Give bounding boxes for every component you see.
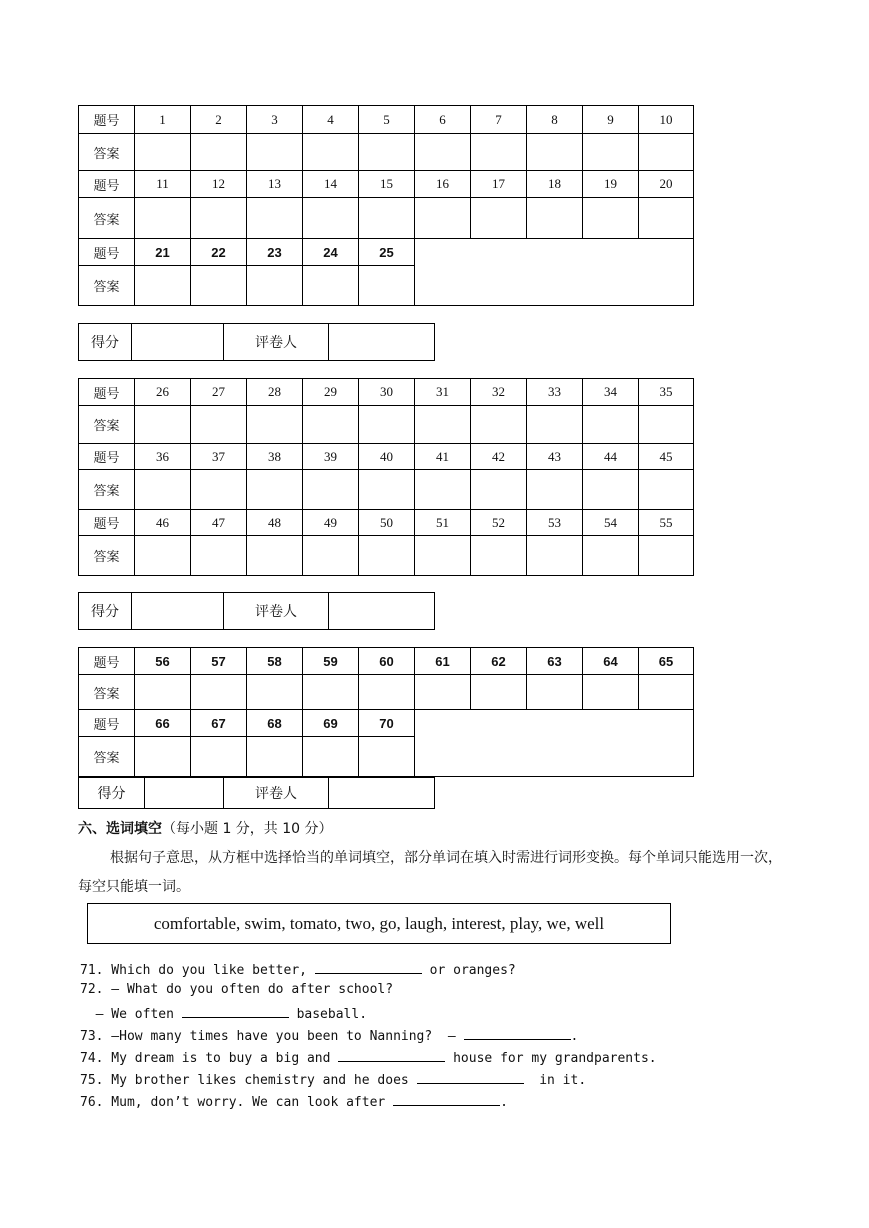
question-number: 28 bbox=[247, 379, 303, 406]
answer-cell[interactable] bbox=[303, 266, 359, 306]
empty-merged-cell bbox=[415, 710, 694, 777]
answer-cell[interactable] bbox=[471, 536, 527, 576]
grader-label: 评卷人 bbox=[224, 778, 329, 809]
question-number: 6 bbox=[415, 106, 471, 134]
question-number: 23 bbox=[247, 239, 303, 266]
score-input[interactable] bbox=[145, 778, 224, 809]
question-73: 73. —How many times have you been to Nanning? — . bbox=[80, 1026, 578, 1044]
question-number: 69 bbox=[303, 710, 359, 737]
question-number: 3 bbox=[247, 106, 303, 134]
answer-label: 答案 bbox=[79, 198, 135, 239]
answer-cell[interactable] bbox=[359, 266, 415, 306]
answer-cell[interactable] bbox=[191, 536, 247, 576]
question-number: 18 bbox=[527, 171, 583, 198]
question-number: 35 bbox=[639, 379, 694, 406]
answer-cell[interactable] bbox=[639, 536, 694, 576]
answer-cell[interactable] bbox=[359, 406, 415, 444]
question-number: 4 bbox=[303, 106, 359, 134]
question-number: 56 bbox=[135, 648, 191, 675]
question-number: 36 bbox=[135, 444, 191, 470]
question-number: 70 bbox=[359, 710, 415, 737]
question-number: 58 bbox=[247, 648, 303, 675]
answer-cell[interactable] bbox=[135, 406, 191, 444]
answer-cell[interactable] bbox=[135, 134, 191, 171]
question-number: 60 bbox=[359, 648, 415, 675]
question-number-label: 题号 bbox=[79, 510, 135, 536]
question-number: 54 bbox=[583, 510, 639, 536]
question-number: 2 bbox=[191, 106, 247, 134]
section-heading: 六、选词填空 bbox=[78, 821, 162, 837]
question-number: 24 bbox=[303, 239, 359, 266]
answer-table-3 bbox=[78, 647, 694, 777]
question-number-label: 题号 bbox=[79, 379, 135, 406]
answer-cell[interactable] bbox=[415, 675, 471, 710]
answer-cell[interactable] bbox=[639, 406, 694, 444]
question-number: 42 bbox=[471, 444, 527, 470]
answer-cell[interactable] bbox=[471, 675, 527, 710]
question-number: 65 bbox=[639, 648, 694, 675]
question-number: 34 bbox=[583, 379, 639, 406]
question-number: 68 bbox=[247, 710, 303, 737]
question-number-label: 题号 bbox=[79, 710, 135, 737]
score-input[interactable] bbox=[132, 593, 224, 630]
question-number-label: 题号 bbox=[79, 648, 135, 675]
question-number-label: 题号 bbox=[79, 106, 135, 134]
answer-cell[interactable] bbox=[639, 470, 694, 510]
question-number: 47 bbox=[191, 510, 247, 536]
grader-input[interactable] bbox=[329, 593, 435, 630]
answer-cell[interactable] bbox=[527, 536, 583, 576]
grader-label: 评卷人 bbox=[224, 593, 329, 630]
answer-cell[interactable] bbox=[359, 470, 415, 510]
answer-blank[interactable] bbox=[315, 960, 422, 974]
answer-cell[interactable] bbox=[527, 675, 583, 710]
answer-cell[interactable] bbox=[415, 198, 471, 239]
question-number: 25 bbox=[359, 239, 415, 266]
answer-cell[interactable] bbox=[583, 198, 639, 239]
answer-cell[interactable] bbox=[303, 675, 359, 710]
question-number: 10 bbox=[639, 106, 694, 134]
question-number: 63 bbox=[527, 648, 583, 675]
score-label: 得分 bbox=[79, 593, 132, 630]
answer-cell[interactable] bbox=[135, 737, 191, 777]
answer-label: 答案 bbox=[79, 675, 135, 710]
answer-label: 答案 bbox=[79, 406, 135, 444]
question-number: 17 bbox=[471, 171, 527, 198]
question-number: 52 bbox=[471, 510, 527, 536]
answer-cell[interactable] bbox=[527, 406, 583, 444]
question-number: 29 bbox=[303, 379, 359, 406]
answer-cell[interactable] bbox=[135, 470, 191, 510]
answer-cell[interactable] bbox=[359, 675, 415, 710]
answer-label: 答案 bbox=[79, 536, 135, 576]
grader-input[interactable] bbox=[329, 324, 435, 361]
question-76: 76. Mum, don’t worry. We can look after . bbox=[80, 1092, 508, 1110]
answer-cell[interactable] bbox=[191, 198, 247, 239]
answer-cell[interactable] bbox=[303, 406, 359, 444]
answer-cell[interactable] bbox=[303, 134, 359, 171]
answer-cell[interactable] bbox=[135, 536, 191, 576]
question-number: 62 bbox=[471, 648, 527, 675]
question-number: 41 bbox=[415, 444, 471, 470]
question-number: 14 bbox=[303, 171, 359, 198]
question-72-answer: — We often baseball. bbox=[80, 1004, 367, 1022]
answer-cell[interactable] bbox=[583, 675, 639, 710]
answer-cell[interactable] bbox=[247, 737, 303, 777]
answer-cell[interactable] bbox=[583, 134, 639, 171]
answer-cell[interactable] bbox=[247, 134, 303, 171]
question-number: 57 bbox=[191, 648, 247, 675]
question-number: 32 bbox=[471, 379, 527, 406]
question-number: 43 bbox=[527, 444, 583, 470]
answer-cell[interactable] bbox=[415, 406, 471, 444]
answer-cell[interactable] bbox=[247, 470, 303, 510]
answer-table-2 bbox=[78, 378, 694, 576]
grader-input[interactable] bbox=[329, 778, 435, 809]
answer-blank[interactable] bbox=[393, 1092, 500, 1106]
question-number: 49 bbox=[303, 510, 359, 536]
question-number: 19 bbox=[583, 171, 639, 198]
answer-blank[interactable] bbox=[417, 1070, 524, 1084]
answer-cell[interactable] bbox=[303, 470, 359, 510]
answer-cell[interactable] bbox=[191, 470, 247, 510]
answer-cell[interactable] bbox=[191, 406, 247, 444]
question-number: 22 bbox=[191, 239, 247, 266]
answer-label: 答案 bbox=[79, 470, 135, 510]
answer-cell[interactable] bbox=[639, 134, 694, 171]
score-input[interactable] bbox=[132, 324, 224, 361]
answer-cell[interactable] bbox=[247, 198, 303, 239]
answer-cell[interactable] bbox=[247, 675, 303, 710]
question-number: 51 bbox=[415, 510, 471, 536]
question-number: 5 bbox=[359, 106, 415, 134]
question-number: 9 bbox=[583, 106, 639, 134]
answer-blank[interactable] bbox=[464, 1026, 571, 1040]
answer-cell[interactable] bbox=[359, 134, 415, 171]
answer-cell[interactable] bbox=[583, 406, 639, 444]
answer-cell[interactable] bbox=[359, 198, 415, 239]
answer-blank[interactable] bbox=[338, 1048, 445, 1062]
answer-cell[interactable] bbox=[191, 266, 247, 306]
question-number: 55 bbox=[639, 510, 694, 536]
question-number: 31 bbox=[415, 379, 471, 406]
score-box bbox=[78, 323, 435, 361]
answer-cell[interactable] bbox=[303, 536, 359, 576]
answer-cell[interactable] bbox=[359, 737, 415, 777]
question-number: 11 bbox=[135, 171, 191, 198]
answer-table-1 bbox=[78, 105, 694, 306]
answer-label: 答案 bbox=[79, 737, 135, 777]
question-number: 50 bbox=[359, 510, 415, 536]
question-number: 64 bbox=[583, 648, 639, 675]
answer-cell[interactable] bbox=[359, 536, 415, 576]
answer-label: 答案 bbox=[79, 134, 135, 171]
question-number: 13 bbox=[247, 171, 303, 198]
question-number: 66 bbox=[135, 710, 191, 737]
question-number: 48 bbox=[247, 510, 303, 536]
answer-cell[interactable] bbox=[639, 198, 694, 239]
question-number: 1 bbox=[135, 106, 191, 134]
answer-cell[interactable] bbox=[471, 406, 527, 444]
answer-cell[interactable] bbox=[471, 470, 527, 510]
section-instructions: 根据句子意思，从方框中选择恰当的单词填空，部分单词在填入时需进行词形变换。每个单词只能选用一次，每空只能填一词。 bbox=[78, 850, 782, 895]
answer-cell[interactable] bbox=[135, 266, 191, 306]
question-75: 75. My brother likes chemistry and he does in it. bbox=[80, 1070, 586, 1088]
answer-blank[interactable] bbox=[182, 1004, 289, 1018]
question-number: 37 bbox=[191, 444, 247, 470]
answer-cell[interactable] bbox=[191, 134, 247, 171]
question-number: 12 bbox=[191, 171, 247, 198]
score-label: 得分 bbox=[79, 324, 132, 361]
question-number: 7 bbox=[471, 106, 527, 134]
answer-cell[interactable] bbox=[191, 737, 247, 777]
answer-cell[interactable] bbox=[639, 675, 694, 710]
answer-cell[interactable] bbox=[135, 198, 191, 239]
question-number: 44 bbox=[583, 444, 639, 470]
question-number: 59 bbox=[303, 648, 359, 675]
grader-label: 评卷人 bbox=[224, 324, 329, 361]
question-number-label: 题号 bbox=[79, 171, 135, 198]
answer-cell[interactable] bbox=[415, 470, 471, 510]
answer-cell[interactable] bbox=[191, 675, 247, 710]
question-number: 67 bbox=[191, 710, 247, 737]
question-number: 33 bbox=[527, 379, 583, 406]
answer-cell[interactable] bbox=[527, 198, 583, 239]
question-number: 20 bbox=[639, 171, 694, 198]
answer-cell[interactable] bbox=[471, 198, 527, 239]
answer-cell[interactable] bbox=[583, 470, 639, 510]
question-number: 61 bbox=[415, 648, 471, 675]
score-box bbox=[78, 777, 435, 809]
question-number-label: 题号 bbox=[79, 239, 135, 266]
answer-cell[interactable] bbox=[247, 266, 303, 306]
question-number: 40 bbox=[359, 444, 415, 470]
score-label: 得分 bbox=[79, 778, 145, 809]
question-number: 30 bbox=[359, 379, 415, 406]
question-74: 74. My dream is to buy a big and house for my grandparents. bbox=[80, 1048, 657, 1066]
answer-label: 答案 bbox=[79, 266, 135, 306]
question-number-label: 题号 bbox=[79, 444, 135, 470]
answer-cell[interactable] bbox=[471, 134, 527, 171]
question-number: 26 bbox=[135, 379, 191, 406]
section-score-note: （每小题 1 分，共 10 分） bbox=[162, 821, 333, 837]
answer-cell[interactable] bbox=[527, 470, 583, 510]
question-number: 46 bbox=[135, 510, 191, 536]
question-number: 39 bbox=[303, 444, 359, 470]
answer-cell[interactable] bbox=[303, 198, 359, 239]
question-number: 38 bbox=[247, 444, 303, 470]
question-number: 53 bbox=[527, 510, 583, 536]
answer-cell[interactable] bbox=[415, 134, 471, 171]
answer-cell[interactable] bbox=[527, 134, 583, 171]
word-bank-box: comfortable, swim, tomato, two, go, laugh, interest, play, we, well bbox=[87, 903, 671, 944]
question-number: 16 bbox=[415, 171, 471, 198]
question-number: 27 bbox=[191, 379, 247, 406]
question-number: 15 bbox=[359, 171, 415, 198]
answer-cell[interactable] bbox=[303, 737, 359, 777]
answer-cell[interactable] bbox=[583, 536, 639, 576]
answer-cell[interactable] bbox=[247, 536, 303, 576]
question-71: 71. Which do you like better, or oranges? bbox=[80, 960, 516, 978]
question-number: 45 bbox=[639, 444, 694, 470]
question-number: 21 bbox=[135, 239, 191, 266]
answer-cell[interactable] bbox=[247, 406, 303, 444]
question-72: 72. — What do you often do after school? bbox=[80, 982, 394, 997]
score-box bbox=[78, 592, 435, 630]
empty-merged-cell bbox=[415, 239, 694, 306]
section-title bbox=[78, 818, 333, 838]
question-number: 8 bbox=[527, 106, 583, 134]
answer-cell[interactable] bbox=[135, 675, 191, 710]
answer-cell[interactable] bbox=[415, 536, 471, 576]
